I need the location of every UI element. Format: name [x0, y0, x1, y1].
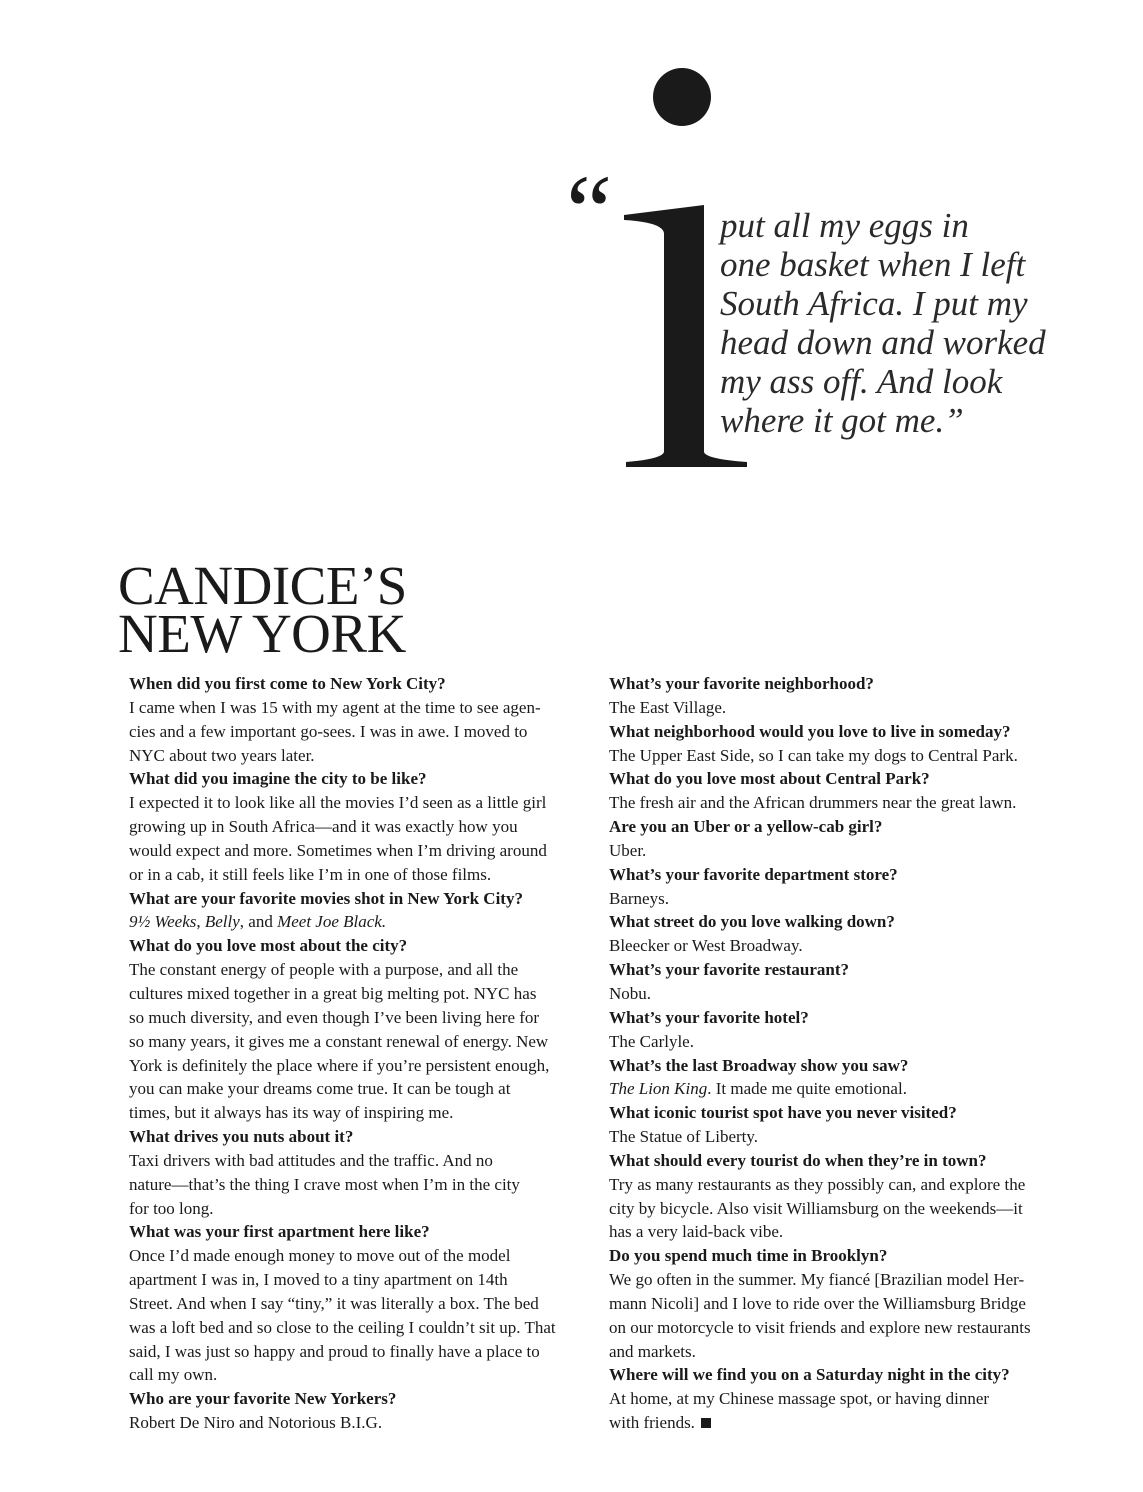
question: Who are your favorite New Yorkers?	[129, 1389, 397, 1409]
pull-quote-line: one basket when I left	[720, 245, 1026, 284]
article-heading	[118, 555, 407, 664]
question: What’s your favorite neighborhood?	[609, 674, 874, 693]
answer-line: on our motorcycle to visit friends and explore new restaurants	[609, 1317, 1031, 1337]
answer-line: Taxi drivers with bad attitudes and the traffic. And no	[129, 1150, 493, 1170]
answer-line: I came when I was 15 with my agent at the time to see agen-	[129, 697, 541, 717]
pull-quote-line: head down and worked	[720, 323, 1046, 362]
question: When did you first come to New York City?	[129, 674, 446, 693]
answer-line: times, but it always has its way of inspiring me.	[129, 1103, 454, 1123]
answer-line: mann Nicoli] and I love to ride over the Williamsburg Bridge	[609, 1293, 1026, 1313]
answer-line: The East Village.	[609, 697, 727, 717]
answer-line: so much diversity, and even though I’ve been living here for	[129, 1007, 540, 1027]
answer-line: so many years, it gives me a constant renewal of energy. New	[129, 1031, 549, 1051]
question: What do you love most about Central Park?	[609, 769, 930, 789]
answer-line	[609, 1077, 1069, 1101]
answer-line: Robert De Niro and Notorious B.I.G.	[129, 1413, 383, 1433]
question: Are you an Uber or a yellow-cab girl?	[609, 817, 883, 837]
answer-line: The fresh air and the African drummers near the great lawn.	[609, 793, 1017, 813]
separator: ,	[196, 912, 205, 932]
pull-quote-line: where it got me.”	[720, 401, 964, 440]
question: What was your first apartment here like?	[129, 1222, 430, 1242]
left-column	[129, 672, 589, 1435]
answer-line: call my own.	[129, 1365, 218, 1385]
answer-line: for too long.	[129, 1198, 214, 1218]
answer-line: city by bicycle. Also visit Williamsburg on the weekends—it	[609, 1198, 1023, 1218]
answer-line: has a very laid-back vibe.	[609, 1222, 784, 1242]
question: What iconic tourist spot have you never visited?	[609, 1103, 957, 1123]
show-title: The Lion King	[609, 1079, 708, 1099]
question: What do you love most about the city?	[129, 936, 408, 956]
question: What drives you nuts about it?	[129, 1127, 354, 1147]
pull-quote-line: South Africa. I put my	[720, 284, 1028, 323]
answer-line: you can make your dreams come true. It can be tough at	[129, 1079, 511, 1099]
question: What neighborhood would you love to live in someday?	[609, 721, 1011, 741]
answer-line: Nobu.	[609, 983, 652, 1003]
question: What are your favorite movies shot in New York City?	[129, 888, 523, 908]
answer-line: Street. And when I say “tiny,” it was literally a box. The bed	[129, 1293, 539, 1313]
answer-line: York is definitely the place where if you’re persistent enough,	[129, 1055, 550, 1075]
right-column	[609, 672, 1069, 1435]
answer-line: The Upper East Side, so I can take my dogs to Central Park.	[609, 745, 1018, 765]
answer-line: and markets.	[609, 1341, 696, 1361]
answer-line: cultures mixed together in a great big melting pot. NYC has	[129, 983, 537, 1003]
answer-line: Once I’d made enough money to move out of the model	[129, 1246, 511, 1266]
heading-line-2: NEW YORK	[118, 603, 406, 664]
question: What’s your favorite department store?	[609, 864, 898, 884]
answer-line: The constant energy of people with a purpose, and all the	[129, 960, 519, 980]
answer-line: At home, at my Chinese massage spot, or having dinner	[609, 1389, 990, 1409]
answer-line: said, I was just so happy and proud to finally have a place to	[129, 1341, 540, 1361]
question: What’s your favorite hotel?	[609, 1007, 809, 1027]
answer-line: Bleecker or West Broadway.	[609, 936, 803, 956]
answer-line: nature—that’s the thing I crave most when I’m in the city	[129, 1174, 520, 1194]
pull-quote	[0, 0, 1143, 480]
answer-line: would expect and more. Sometimes when I’m driving around	[129, 840, 547, 860]
answer-line: We go often in the summer. My fiancé [Brazilian model Her-	[609, 1270, 1025, 1290]
answer-line: apartment I was in, I moved to a tiny apartment on 14th	[129, 1270, 508, 1290]
answer-line: cies and a few important go-sees. I was in awe. I moved to	[129, 721, 528, 741]
answer-line: Try as many restaurants as they possibly can, and explore the	[609, 1174, 1026, 1194]
pull-quote-line: my ass off. And look	[720, 362, 1003, 401]
movie-title: Belly	[204, 912, 240, 932]
drop-letter-dot	[653, 68, 711, 126]
answer-line: or in a cab, it still feels like I’m in one of those films.	[129, 864, 492, 884]
question: What’s your favorite restaurant?	[609, 960, 850, 980]
answer-line: I expected it to look like all the movies I’d seen as a little girl	[129, 793, 547, 813]
answer-line: NYC about two years later.	[129, 745, 315, 765]
answer-text: with friends.	[609, 1413, 695, 1433]
question: Do you spend much time in Brooklyn?	[609, 1246, 888, 1266]
pull-quote-text	[720, 206, 1120, 440]
question: What’s the last Broadway show you saw?	[609, 1055, 909, 1075]
movie-title: 9½ Weeks	[129, 912, 197, 932]
pull-quote-line: put all my eggs in	[720, 206, 969, 245]
question: What should every tourist do when they’re in town?	[609, 1150, 987, 1170]
answer-text: . It made me quite emotional.	[707, 1079, 907, 1099]
answer-line: Uber.	[609, 840, 647, 860]
answer-line	[609, 1411, 1069, 1435]
answer-line: The Carlyle.	[609, 1031, 694, 1051]
answer-line: The Statue of Liberty.	[609, 1127, 759, 1147]
separator: , and	[239, 912, 278, 932]
end-of-article-mark	[701, 1418, 711, 1428]
answer-line: Barneys.	[609, 888, 669, 908]
opening-quote-mark: “	[566, 154, 613, 269]
answer-line: growing up in South Africa—and it was exactly how you	[129, 817, 518, 837]
question: Where will we find you on a Saturday night in the city?	[609, 1365, 1010, 1385]
answer-line	[129, 910, 589, 934]
answer-line: was a loft bed and so close to the ceiling I couldn’t sit up. That	[129, 1317, 556, 1337]
question: What did you imagine the city to be like?	[129, 769, 427, 789]
question: What street do you love walking down?	[609, 912, 895, 932]
heading-line-1: CANDICE’S	[118, 555, 407, 616]
movie-title: Meet Joe Black.	[277, 912, 387, 932]
